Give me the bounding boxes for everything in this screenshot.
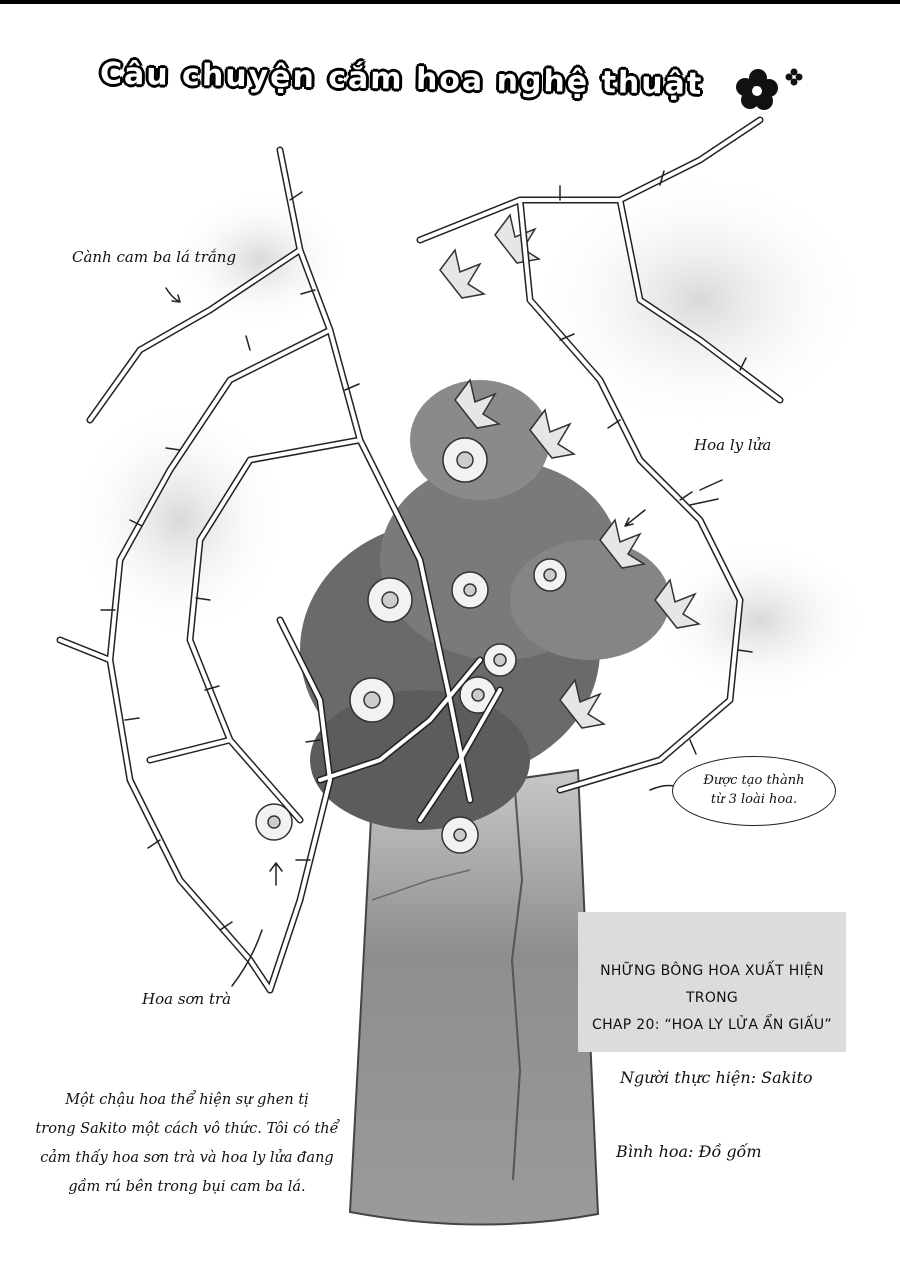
note-line-2: trong Sakito một cách vô thức. Tôi có thể [35, 1121, 339, 1137]
info-line-1: NHỮNG BÔNG HOA XUẤT HIỆN TRONG [600, 963, 824, 1006]
artist-credit: Người thực hiện: Sakito [620, 1068, 813, 1087]
label-lily: Hoa ly lửa [694, 436, 772, 454]
note-line-4: gầm rú bên trong bụi cam ba lá. [68, 1179, 306, 1195]
vase-credit: Bình hoa: Đồ gốm [616, 1142, 762, 1161]
page-title: Câu chuyện cắm hoa nghệ thuật [99, 56, 704, 102]
bubble-line-2: từ 3 loài hoa. [710, 792, 798, 807]
note-line-3: cảm thấy hoa sơn trà và hoa ly lửa đang [40, 1150, 334, 1166]
label-branch: Cành cam ba lá trắng [72, 248, 237, 266]
speech-bubble [672, 756, 836, 826]
foliage [300, 380, 670, 830]
artist-note [22, 1086, 352, 1202]
label-camellia: Hoa sơn trà [142, 990, 232, 1008]
bubble-line-1: Được tạo thành [703, 773, 805, 788]
flower-icon [736, 66, 808, 110]
info-box [578, 912, 846, 1052]
note-line-1: Một chậu hoa thể hiện sự ghen tị [65, 1092, 309, 1108]
info-line-2: CHAP 20: “HOA LY LỬA ẨN GIẤU” [592, 1017, 832, 1033]
